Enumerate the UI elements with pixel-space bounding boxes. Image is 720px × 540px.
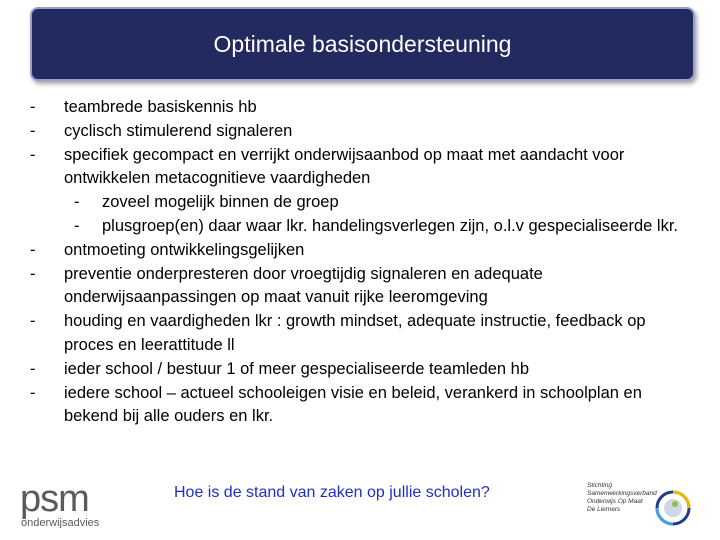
bullet-item [30,239,690,263]
bullet-text: houding en vaardigheden lkr : growth mindset, adequate instructie, feedback op proces en leerattitude ll [64,312,646,354]
logo-line: De Liemers [587,506,621,513]
bullet-dash: - [30,145,36,164]
bullet-item [30,144,690,239]
bullet-dash: - [30,98,36,116]
psm-logo [20,483,140,528]
sub-bullet-item [64,191,690,215]
bullet-item [30,120,690,144]
bullet-dash: - [30,240,36,259]
bullet-text: preventie onderpresteren door vroegtijdig signaleren en adequate onderwijsaanpassingen op maat vanuit rijke leeromgeving [64,264,543,307]
sub-bullet-dash: - [74,193,80,212]
logo-line: Onderwijs Op Maat [587,498,643,505]
bullet-list [30,96,690,429]
bullet-dash: - [30,264,36,283]
psm-logo-sub: onderwijsadvies [21,517,100,528]
sub-bullet-text: plusgroep(en) daar waar lkr. handelingsverlegen zijn, o.l.v gespecialiseerde lkr. [102,216,678,235]
bullet-item [30,96,690,120]
bullet-text: cyclisch stimulerend signaleren [64,121,293,140]
sub-bullet-text: zoveel mogelijk binnen de groep [102,193,339,212]
samenwerkingsverband-logo [585,478,695,533]
sub-bullet-dash: - [74,216,80,235]
bullet-dash: - [30,312,36,331]
slide-title: Optimale basisondersteuning [213,30,512,57]
circle-emblem-icon [657,492,689,524]
bullet-text: ontmoeting ontwikkelingsgelijken [64,240,305,259]
bullet-text: specifiek gecompact en verrijkt onderwijsaanbod op maat met aandacht voor ontwikkelen metacognitieve vaardigheden [64,145,625,188]
bullet-text: iedere school – actueel schooleigen visie en beleid, verankerd in schoolplan en bekend bij alle ouders en lkr. [64,383,642,426]
bullet-item [30,382,690,430]
bullet-dash: - [30,121,36,140]
bullet-text: ieder school / bestuur 1 of meer gespecialiseerde teamleden hb [64,359,530,378]
bullet-item [30,263,690,311]
footer-question: Hoe is de stand van zaken op jullie scholen? [174,484,490,501]
logo-line: Samenwerkingsverband [587,490,657,497]
bullet-dash: - [30,383,36,402]
bullet-dash: - [30,359,36,378]
title-banner [30,7,695,81]
sub-bullet-item [64,215,690,239]
psm-logo-main: psm [20,483,89,520]
bullet-item [30,310,690,358]
bullet-item [30,358,690,382]
bullet-text: teambrede basiskennis hb [64,98,257,116]
logo-line: Stichting [587,482,612,489]
